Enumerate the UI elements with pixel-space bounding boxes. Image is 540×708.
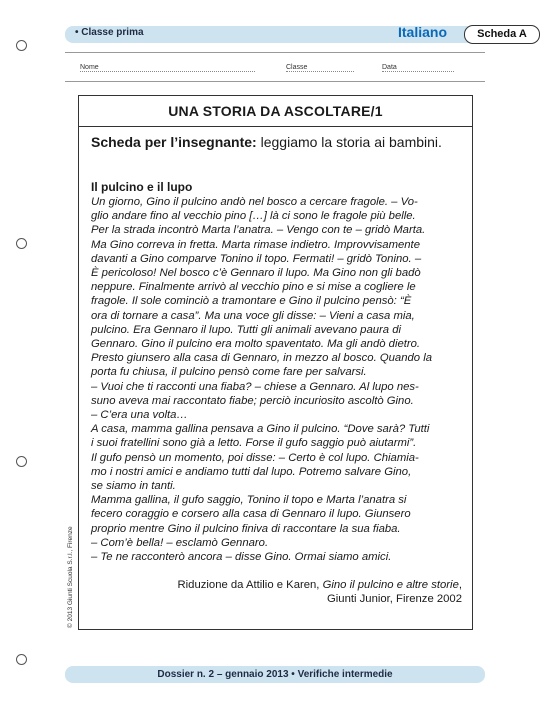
title-divider: [79, 126, 472, 127]
card-title: UNA STORIA DA ASCOLTARE/1: [168, 103, 383, 119]
story-line: Il gufo pensò un momento, poi disse: – Certo è col lupo. Chiamia-: [91, 451, 419, 464]
credit-suffix: ,: [458, 579, 462, 591]
class-level-label: • Classe prima: [75, 27, 144, 38]
story-line: – Vuoi che ti racconti una fiaba? – chiese a Gennaro. Al lupo nes-: [91, 380, 419, 393]
story-line: Mamma gallina, il gufo saggio, Tonino il topo e Marta l’anatra si: [91, 494, 407, 507]
story-line: neppure. Finalmente arrivò al vecchio pino e si mise a cogliere le: [91, 281, 416, 294]
story-line: ora di tornare a casa”. Ma una voce gli disse: – Vieni a casa mia,: [91, 309, 415, 322]
copyright-note: © 2013 Giunti Scuola S.r.l., Firenze: [67, 526, 74, 628]
story-line: È pericoloso! Nel bosco c’è Gennaro il lupo. Ma Gino non gli badò: [91, 267, 421, 280]
name-label: Nome: [80, 64, 99, 71]
name-line[interactable]: [80, 64, 255, 72]
binder-hole: [16, 40, 27, 51]
story-line: Presto giunsero alla casa di Gennaro, in mezzo al bosco. Quando la: [91, 352, 432, 365]
story-line: – Te ne racconterò ancora – disse Gino. Ormai siamo amici.: [91, 551, 392, 564]
story-line: fecero coraggio e corsero alla casa di Gennaro il lupo. Giunsero: [91, 508, 411, 521]
story-card: [78, 95, 473, 630]
teacher-text: leggiamo la storia ai bambini.: [256, 134, 442, 150]
date-line[interactable]: [382, 64, 454, 72]
teacher-note: [91, 133, 460, 152]
divider: [65, 52, 485, 53]
story-line: suno aveva mai raccontato fiabe; perciò incuriosito ascoltò Gino.: [91, 394, 414, 407]
story-line: porta fu chiusa, il pulcino pensò come fare per salvarsi.: [91, 366, 367, 379]
credit-publisher: Giunti Junior, Firenze 2002: [326, 593, 462, 606]
date-label: Data: [382, 64, 397, 71]
story-line: Ma Gino correva in fretta. Marta rimase indietro. Improvvisamente: [91, 238, 420, 251]
binder-hole: [16, 456, 27, 467]
class-line[interactable]: [286, 64, 354, 72]
story-line: se siamo in tanti.: [91, 480, 176, 493]
footer-text: Dossier n. 2 – gennaio 2013 • Verifiche intermedie: [157, 669, 393, 680]
story-line: – Com’è bella! – esclamò Gennaro.: [91, 536, 269, 549]
footer-band: [65, 666, 485, 683]
story-line: fragole. Il sole cominciò a tramontare e Gino il pulcino pensò: “È: [91, 295, 412, 308]
binder-hole: [16, 654, 27, 665]
binder-hole: [16, 238, 27, 249]
story-line: Un giorno, Gino il pulcino andò nel bosco a cercare fragole. – Vo-: [91, 196, 418, 208]
story-line: – C’era una volta…: [91, 409, 188, 422]
story-line: Per la strada incontrò Marta l’anatra. – Vengo con te – gridò Marta.: [91, 224, 426, 237]
story-line: davanti a Gino comparve Tonino il topo. Fermati! – gridò Tonino. –: [91, 252, 422, 265]
sheet-badge: Scheda A: [464, 25, 540, 44]
story-text: [91, 195, 467, 564]
divider: [65, 81, 485, 82]
story-line: proprio mentre Gino il pulcino finiva di raccontare la sua fiaba.: [91, 522, 401, 535]
credit-prefix: Riduzione da Attilio e Karen,: [177, 579, 323, 591]
story-line: Gennaro. Gino il pulcino era molto spaventato. Ma gli andò dietro.: [91, 338, 421, 351]
story-line: i suoi fratellini sono già a letto. Forse il gufo saggio può aiutarmi”.: [91, 437, 417, 450]
credit-book-title: Gino il pulcino e altre storie: [322, 579, 459, 591]
class-label: Classe: [286, 64, 308, 71]
story-line: mo i nostri amici e andiamo tutti dal lupo. Potremo salvare Gino,: [91, 465, 412, 478]
story-line: pulcino. Era Gennaro il lupo. Tutti gli animali avevano paura di: [91, 323, 402, 336]
teacher-label: Scheda per l’insegnante:: [91, 134, 257, 150]
story-line: glio andare fino al vecchio pino […] là ci sono le fragole più belle.: [91, 210, 416, 223]
subject-title: Italiano: [398, 24, 448, 40]
story-line: A casa, mamma gallina pensava a Gino il pulcino. “Dove sarà? Tutti: [91, 423, 430, 436]
story-title: Il pulcino e il lupo: [91, 180, 193, 194]
story-credit: [178, 578, 462, 606]
header-band: [65, 24, 527, 43]
